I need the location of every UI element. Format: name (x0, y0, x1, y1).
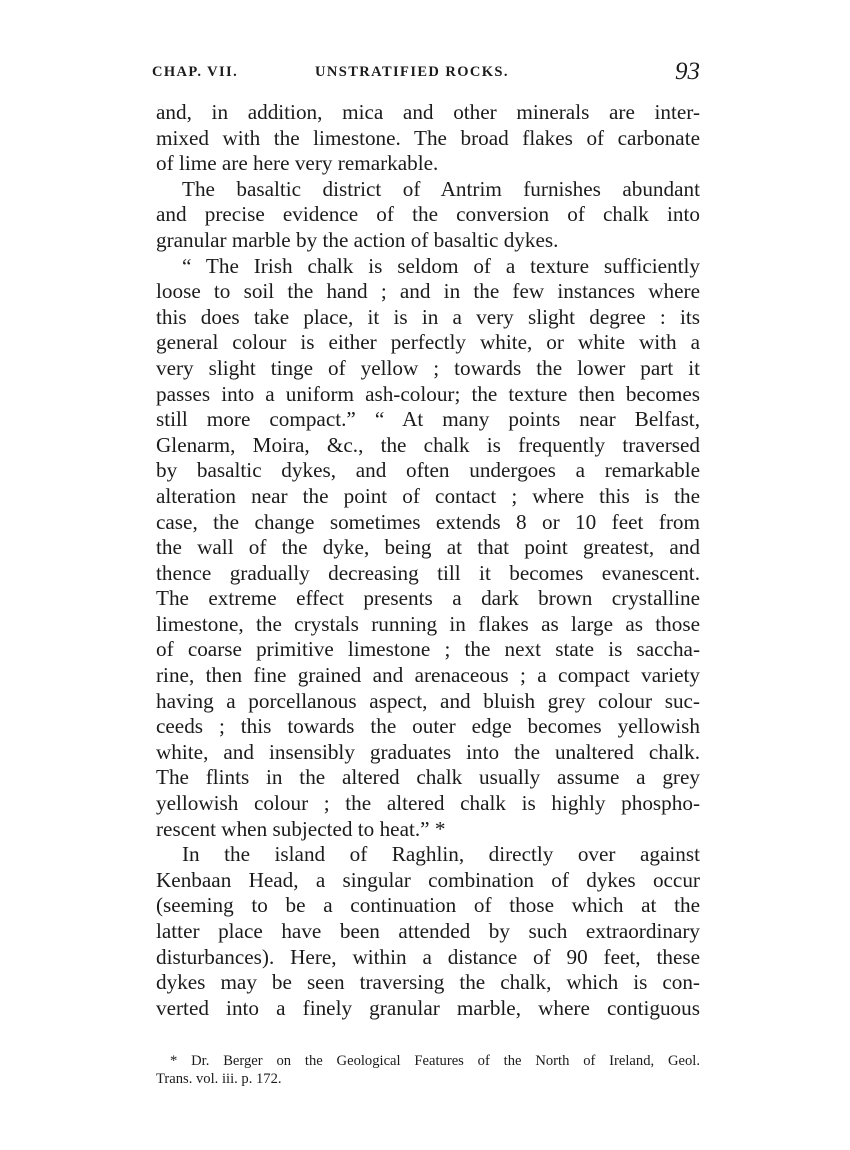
body-line: mixed with the limestone. The broad flakes of carbonate (156, 125, 700, 150)
body-line: yellowish colour ; the altered chalk is highly phospho- (156, 791, 700, 816)
body-line: Glenarm, Moira, &c., the chalk is frequently traversed (156, 432, 700, 457)
running-header (152, 58, 700, 92)
body-line: general colour is either perfectly white, or white with a (156, 330, 700, 355)
body-line: of coarse primitive limestone ; the next state is saccha- (156, 637, 700, 662)
body-line: by basaltic dykes, and often undergoes a remarkable (156, 458, 700, 483)
body-line: Kenbaan Head, a singular combination of dykes occur (156, 867, 700, 892)
body-line: ceeds ; this towards the outer edge becomes yellowish (156, 714, 700, 739)
body-line: In the island of Raghlin, directly over against (182, 842, 700, 867)
body-line: The flints in the altered chalk usually assume a grey (156, 765, 700, 790)
body-line: (seeming to be a continuation of those which at the (156, 893, 700, 918)
body-line: rine, then fine grained and arenaceous ; a compact variety (156, 663, 700, 688)
body-line: rescent when subjected to heat.” * (156, 816, 446, 841)
body-line: The basaltic district of Antrim furnishes abundant (182, 176, 700, 201)
body-line: disturbances). Here, within a distance of 90 feet, these (156, 944, 700, 969)
footnote (156, 1052, 700, 1088)
body-line: and precise evidence of the conversion of chalk into (156, 202, 700, 227)
body-line: loose to soil the hand ; and in the few instances where (156, 279, 700, 304)
body-line: dykes may be seen traversing the chalk, which is con- (156, 970, 700, 995)
body-line: still more compact.” “ At many points near Belfast, (156, 407, 700, 432)
running-title: UNSTRATIFIED ROCKS. (315, 64, 509, 80)
body-line: having a porcellanous aspect, and bluish grey colour suc- (156, 688, 700, 713)
body-line: passes into a uniform ash-colour; the texture then becomes (156, 381, 700, 406)
body-line: thence gradually decreasing till it becomes evanescent. (156, 560, 700, 585)
body-line: very slight tinge of yellow ; towards the lower part it (156, 355, 700, 380)
body-line: granular marble by the action of basaltic dykes. (156, 227, 559, 252)
body-line: alteration near the point of contact ; where this is the (156, 483, 700, 508)
body-line: The extreme effect presents a dark brown crystalline (156, 586, 700, 611)
body-line: “ The Irish chalk is seldom of a texture sufficiently (182, 253, 700, 278)
body-line: verted into a finely granular marble, where contiguous (156, 995, 700, 1020)
footnote-line: * Dr. Berger on the Geological Features of the North of Ireland, Geol. (170, 1053, 700, 1069)
body-line: case, the change sometimes extends 8 or 10 feet from (156, 509, 700, 534)
body-line: this does take place, it is in a very slight degree : its (156, 304, 700, 329)
body-line: and, in addition, mica and other minerals are inter- (156, 100, 700, 124)
body-line: white, and insensibly graduates into the unaltered chalk. (156, 739, 700, 764)
body-text (156, 100, 700, 1021)
chapter-label: CHAP. VII. (152, 64, 239, 80)
footnote-line: Trans. vol. iii. p. 172. (156, 1071, 282, 1087)
page-number: 93 (675, 58, 700, 85)
body-line: the wall of the dyke, being at that point greatest, and (156, 535, 700, 560)
body-line: of lime are here very remarkable. (156, 151, 439, 176)
body-line: latter place have been attended by such extraordinary (156, 919, 700, 943)
body-line: limestone, the crystals running in flakes as large as those (156, 611, 700, 636)
